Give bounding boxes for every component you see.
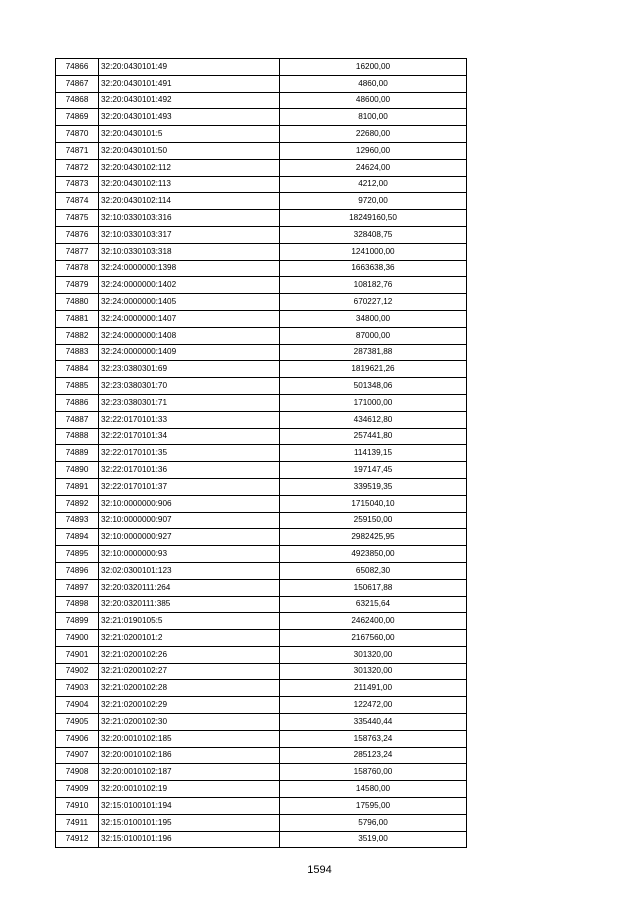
cadastral-value-cell: 2462400,00 bbox=[280, 613, 467, 630]
table-row bbox=[56, 663, 467, 680]
cadastral-number-cell: 32:22:0170101:34 bbox=[99, 428, 280, 445]
row-number-cell: 74909 bbox=[56, 781, 99, 798]
cadastral-value-cell: 285123,24 bbox=[280, 747, 467, 764]
cadastral-number-cell: 32:24:0000000:1402 bbox=[99, 277, 280, 294]
row-number-cell: 74872 bbox=[56, 159, 99, 176]
cadastral-number-cell: 32:10:0330103:317 bbox=[99, 226, 280, 243]
row-number-cell: 74885 bbox=[56, 378, 99, 395]
cadastral-value-cell: 4212,00 bbox=[280, 176, 467, 193]
cadastral-number-cell: 32:23:0380301:70 bbox=[99, 378, 280, 395]
table-row bbox=[56, 814, 467, 831]
row-number-cell: 74886 bbox=[56, 394, 99, 411]
table-row bbox=[56, 781, 467, 798]
cadastral-value-cell: 12960,00 bbox=[280, 142, 467, 159]
table-row bbox=[56, 613, 467, 630]
cadastral-number-cell: 32:10:0000000:907 bbox=[99, 512, 280, 529]
cadastral-value-cell: 197147,45 bbox=[280, 462, 467, 479]
table-row bbox=[56, 243, 467, 260]
row-number-cell: 74912 bbox=[56, 831, 99, 848]
row-number-cell: 74899 bbox=[56, 613, 99, 630]
table-row bbox=[56, 478, 467, 495]
row-number-cell: 74870 bbox=[56, 126, 99, 143]
cadastral-value-cell: 211491,00 bbox=[280, 680, 467, 697]
cadastral-value-cell: 259150,00 bbox=[280, 512, 467, 529]
cadastral-number-cell: 32:21:0200102:29 bbox=[99, 697, 280, 714]
cadastral-number-cell: 32:21:0190105:5 bbox=[99, 613, 280, 630]
row-number-cell: 74883 bbox=[56, 344, 99, 361]
row-number-cell: 74891 bbox=[56, 478, 99, 495]
cadastral-value-cell: 22680,00 bbox=[280, 126, 467, 143]
row-number-cell: 74911 bbox=[56, 814, 99, 831]
cadastral-value-cell: 4923850,00 bbox=[280, 546, 467, 563]
cadastral-value-cell: 328408,75 bbox=[280, 226, 467, 243]
table-row bbox=[56, 176, 467, 193]
cadastral-number-cell: 32:10:0330103:316 bbox=[99, 210, 280, 227]
cadastral-number-cell: 32:21:0200102:28 bbox=[99, 680, 280, 697]
table-row bbox=[56, 562, 467, 579]
row-number-cell: 74880 bbox=[56, 294, 99, 311]
row-number-cell: 74873 bbox=[56, 176, 99, 193]
table-row bbox=[56, 798, 467, 815]
cadastral-number-cell: 32:22:0170101:36 bbox=[99, 462, 280, 479]
cadastral-value-cell: 301320,00 bbox=[280, 646, 467, 663]
cadastral-number-cell: 32:10:0000000:906 bbox=[99, 495, 280, 512]
row-number-cell: 74867 bbox=[56, 75, 99, 92]
cadastral-number-cell: 32:02:0300101:123 bbox=[99, 562, 280, 579]
cadastral-number-cell: 32:21:0200102:27 bbox=[99, 663, 280, 680]
cadastral-number-cell: 32:20:0320111:385 bbox=[99, 596, 280, 613]
cadastral-number-cell: 32:24:0000000:1409 bbox=[99, 344, 280, 361]
cadastral-value-cell: 16200,00 bbox=[280, 59, 467, 76]
cadastral-number-cell: 32:24:0000000:1407 bbox=[99, 310, 280, 327]
cadastral-value-cell: 63215,64 bbox=[280, 596, 467, 613]
cadastral-number-cell: 32:22:0170101:35 bbox=[99, 445, 280, 462]
cadastral-number-cell: 32:20:0010102:19 bbox=[99, 781, 280, 798]
cadastral-value-cell: 257441,80 bbox=[280, 428, 467, 445]
table-row bbox=[56, 714, 467, 731]
cadastral-value-cell: 18249160,50 bbox=[280, 210, 467, 227]
table-row bbox=[56, 394, 467, 411]
table-row bbox=[56, 260, 467, 277]
cadastral-value-cell: 122472,00 bbox=[280, 697, 467, 714]
cadastral-value-cell: 9720,00 bbox=[280, 193, 467, 210]
table-row bbox=[56, 529, 467, 546]
table-row bbox=[56, 126, 467, 143]
row-number-cell: 74903 bbox=[56, 680, 99, 697]
row-number-cell: 74892 bbox=[56, 495, 99, 512]
row-number-cell: 74910 bbox=[56, 798, 99, 815]
row-number-cell: 74904 bbox=[56, 697, 99, 714]
cadastral-number-cell: 32:20:0430101:5 bbox=[99, 126, 280, 143]
cadastral-value-cell: 670227,12 bbox=[280, 294, 467, 311]
cadastral-value-cell: 1663638,36 bbox=[280, 260, 467, 277]
row-number-cell: 74897 bbox=[56, 579, 99, 596]
row-number-cell: 74894 bbox=[56, 529, 99, 546]
row-number-cell: 74869 bbox=[56, 109, 99, 126]
row-number-cell: 74876 bbox=[56, 226, 99, 243]
cadastral-value-cell: 114139,15 bbox=[280, 445, 467, 462]
cadastral-value-cell: 3519,00 bbox=[280, 831, 467, 848]
table-row bbox=[56, 59, 467, 76]
cadastral-value-cell: 24624,00 bbox=[280, 159, 467, 176]
row-number-cell: 74896 bbox=[56, 562, 99, 579]
cadastral-value-cell: 65082,30 bbox=[280, 562, 467, 579]
table-row bbox=[56, 193, 467, 210]
cadastral-value-table bbox=[55, 58, 467, 848]
row-number-cell: 74878 bbox=[56, 260, 99, 277]
cadastral-value-cell: 108182,76 bbox=[280, 277, 467, 294]
row-number-cell: 74875 bbox=[56, 210, 99, 227]
cadastral-value-cell: 4860,00 bbox=[280, 75, 467, 92]
table-row bbox=[56, 210, 467, 227]
table-row bbox=[56, 697, 467, 714]
table-row bbox=[56, 764, 467, 781]
table-row bbox=[56, 546, 467, 563]
row-number-cell: 74881 bbox=[56, 310, 99, 327]
table-row bbox=[56, 159, 467, 176]
cadastral-value-cell: 158763,24 bbox=[280, 730, 467, 747]
cadastral-number-cell: 32:10:0000000:93 bbox=[99, 546, 280, 563]
cadastral-number-cell: 32:20:0430101:49 bbox=[99, 59, 280, 76]
row-number-cell: 74905 bbox=[56, 714, 99, 731]
table-row bbox=[56, 747, 467, 764]
table-row bbox=[56, 92, 467, 109]
table-row bbox=[56, 831, 467, 848]
table-row bbox=[56, 294, 467, 311]
cadastral-value-cell: 87000,00 bbox=[280, 327, 467, 344]
cadastral-value-cell: 501348,06 bbox=[280, 378, 467, 395]
cadastral-value-cell: 17595,00 bbox=[280, 798, 467, 815]
table-row bbox=[56, 730, 467, 747]
cadastral-number-cell: 32:24:0000000:1405 bbox=[99, 294, 280, 311]
row-number-cell: 74893 bbox=[56, 512, 99, 529]
cadastral-number-cell: 32:21:0200102:26 bbox=[99, 646, 280, 663]
cadastral-number-cell: 32:20:0430102:114 bbox=[99, 193, 280, 210]
cadastral-number-cell: 32:20:0430101:492 bbox=[99, 92, 280, 109]
row-number-cell: 74898 bbox=[56, 596, 99, 613]
row-number-cell: 74890 bbox=[56, 462, 99, 479]
cadastral-number-cell: 32:21:0200101:2 bbox=[99, 630, 280, 647]
cadastral-value-cell: 335440,44 bbox=[280, 714, 467, 731]
cadastral-value-cell: 2167560,00 bbox=[280, 630, 467, 647]
row-number-cell: 74902 bbox=[56, 663, 99, 680]
table-row bbox=[56, 361, 467, 378]
table-row bbox=[56, 327, 467, 344]
row-number-cell: 74879 bbox=[56, 277, 99, 294]
cadastral-number-cell: 32:15:0100101:194 bbox=[99, 798, 280, 815]
row-number-cell: 74868 bbox=[56, 92, 99, 109]
table-row bbox=[56, 310, 467, 327]
table-row bbox=[56, 495, 467, 512]
table-row bbox=[56, 109, 467, 126]
row-number-cell: 74884 bbox=[56, 361, 99, 378]
cadastral-number-cell: 32:24:0000000:1408 bbox=[99, 327, 280, 344]
table-row bbox=[56, 378, 467, 395]
cadastral-value-cell: 158760,00 bbox=[280, 764, 467, 781]
cadastral-value-cell: 1715040,10 bbox=[280, 495, 467, 512]
cadastral-value-cell: 48600,00 bbox=[280, 92, 467, 109]
cadastral-number-cell: 32:15:0100101:196 bbox=[99, 831, 280, 848]
cadastral-value-cell: 434612,80 bbox=[280, 411, 467, 428]
cadastral-number-cell: 32:22:0170101:33 bbox=[99, 411, 280, 428]
table-row bbox=[56, 75, 467, 92]
table-row bbox=[56, 680, 467, 697]
cadastral-number-cell: 32:23:0380301:71 bbox=[99, 394, 280, 411]
cadastral-value-cell: 150617,88 bbox=[280, 579, 467, 596]
table-body bbox=[56, 59, 467, 848]
table-row bbox=[56, 445, 467, 462]
table-row bbox=[56, 142, 467, 159]
cadastral-number-cell: 32:20:0430102:112 bbox=[99, 159, 280, 176]
table-row bbox=[56, 579, 467, 596]
cadastral-number-cell: 32:10:0330103:318 bbox=[99, 243, 280, 260]
cadastral-number-cell: 32:15:0100101:195 bbox=[99, 814, 280, 831]
table-row bbox=[56, 411, 467, 428]
cadastral-number-cell: 32:20:0430101:491 bbox=[99, 75, 280, 92]
cadastral-value-cell: 34800,00 bbox=[280, 310, 467, 327]
row-number-cell: 74901 bbox=[56, 646, 99, 663]
row-number-cell: 74871 bbox=[56, 142, 99, 159]
row-number-cell: 74900 bbox=[56, 630, 99, 647]
cadastral-number-cell: 32:20:0430102:113 bbox=[99, 176, 280, 193]
cadastral-value-cell: 8100,00 bbox=[280, 109, 467, 126]
cadastral-number-cell: 32:20:0010102:185 bbox=[99, 730, 280, 747]
cadastral-number-cell: 32:20:0320111:264 bbox=[99, 579, 280, 596]
cadastral-value-cell: 1241000,00 bbox=[280, 243, 467, 260]
row-number-cell: 74906 bbox=[56, 730, 99, 747]
row-number-cell: 74908 bbox=[56, 764, 99, 781]
cadastral-number-cell: 32:10:0000000:927 bbox=[99, 529, 280, 546]
cadastral-value-cell: 1819621,26 bbox=[280, 361, 467, 378]
row-number-cell: 74874 bbox=[56, 193, 99, 210]
table-row bbox=[56, 596, 467, 613]
cadastral-number-cell: 32:20:0430101:493 bbox=[99, 109, 280, 126]
cadastral-value-cell: 301320,00 bbox=[280, 663, 467, 680]
cadastral-value-cell: 171000,00 bbox=[280, 394, 467, 411]
table-row bbox=[56, 630, 467, 647]
cadastral-number-cell: 32:21:0200102:30 bbox=[99, 714, 280, 731]
row-number-cell: 74907 bbox=[56, 747, 99, 764]
row-number-cell: 74889 bbox=[56, 445, 99, 462]
table-row bbox=[56, 462, 467, 479]
cadastral-number-cell: 32:20:0010102:186 bbox=[99, 747, 280, 764]
table-row bbox=[56, 512, 467, 529]
page-number: 1594 bbox=[307, 864, 332, 876]
cadastral-value-cell: 339519,35 bbox=[280, 478, 467, 495]
cadastral-value-cell: 14580,00 bbox=[280, 781, 467, 798]
row-number-cell: 74877 bbox=[56, 243, 99, 260]
row-number-cell: 74895 bbox=[56, 546, 99, 563]
cadastral-value-cell: 2982425,95 bbox=[280, 529, 467, 546]
cadastral-number-cell: 32:24:0000000:1398 bbox=[99, 260, 280, 277]
table-row bbox=[56, 277, 467, 294]
cadastral-value-cell: 287381,88 bbox=[280, 344, 467, 361]
row-number-cell: 74866 bbox=[56, 59, 99, 76]
cadastral-number-cell: 32:22:0170101:37 bbox=[99, 478, 280, 495]
table-row bbox=[56, 428, 467, 445]
table-row bbox=[56, 646, 467, 663]
row-number-cell: 74888 bbox=[56, 428, 99, 445]
cadastral-number-cell: 32:23:0380301:69 bbox=[99, 361, 280, 378]
cadastral-value-cell: 5796,00 bbox=[280, 814, 467, 831]
row-number-cell: 74882 bbox=[56, 327, 99, 344]
table-row bbox=[56, 226, 467, 243]
cadastral-number-cell: 32:20:0010102:187 bbox=[99, 764, 280, 781]
cadastral-number-cell: 32:20:0430101:50 bbox=[99, 142, 280, 159]
row-number-cell: 74887 bbox=[56, 411, 99, 428]
table-row bbox=[56, 344, 467, 361]
